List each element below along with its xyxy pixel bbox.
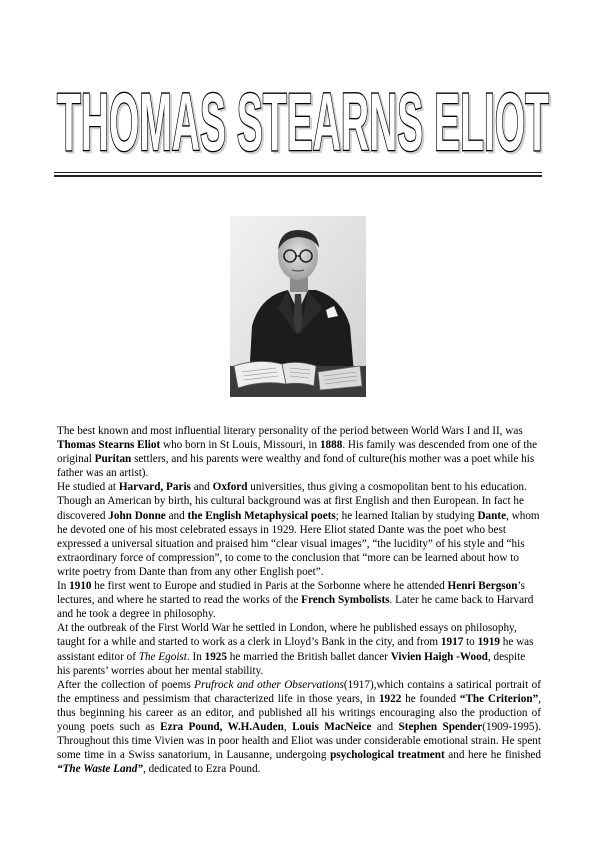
text-run: . Later he came back to Harvard and he took a degree in philosophy. [57, 594, 534, 621]
bold-text: Puritan [94, 453, 132, 466]
text-run: (1917),which contains a satirical portrait of the emptiness and pessimism that characterized life in those years, in [57, 678, 541, 705]
bold-text: Henri Bergson [447, 580, 518, 593]
paragraph [57, 579, 541, 621]
bold-text: psychological treatment [330, 749, 445, 762]
bold-text: 1919 [477, 636, 500, 649]
bold-text: Thomas Stearns Eliot [57, 439, 161, 452]
bold-text: 1922 [378, 692, 402, 705]
text-run: universities, thus giving a cosmopolitan bent to his education. Though an American by birth, his cultural background was at first English and then European. In fact he discovered [57, 481, 527, 522]
text-run: , [283, 720, 293, 733]
biography-text [57, 424, 541, 776]
text-run: he founded [401, 692, 460, 705]
bold-text: Vivien Haigh -Wood [390, 650, 488, 663]
bold-text: Ezra Pound, W.H.Auden [160, 720, 284, 733]
text-run: who born in St Louis, Missouri, in [160, 439, 320, 452]
bold-text: Dante [477, 509, 507, 522]
text-run: ’s lectures, and where he started to read the works of the [57, 580, 525, 607]
text-run: he first went to Europe and studied in Paris at the Sorbonne where he attended [91, 580, 448, 593]
bold-text: the English Metaphysical poets [187, 509, 336, 522]
text-run: , thus beginning his career as an editor, and published all his writings encouraging also the production of young poets such as [57, 692, 541, 733]
text-run: He studied at [57, 481, 119, 494]
text-run: and [190, 481, 213, 494]
bold-text: 1917 [440, 636, 464, 649]
bold-text: Louis MacNeice [292, 720, 372, 733]
document-title: THOMAS STEARNS ELIOT [57, 76, 550, 166]
title-wordart [54, 66, 552, 166]
text-run: (1909-1995). Throughout this time Vivien was in poor health and Eliot was under considerable emotional strain. He spent some time in a Swiss sanatorium, in Lausanne, undergoing [57, 720, 541, 762]
text-run: , whom he devoted one of his most celebrated essays in 1929. Here Eliot stated Dante was the poet who best expressed a universal situation and praised him “clear visual images”, “the lucidity” of his style and “his extraordinary force of compression”, to come to the conclusion that “more can be learned about how to write poetry from Dante than from any other English poet”. [57, 509, 540, 578]
text-run: . In [186, 650, 205, 663]
bold-text: 1925 [204, 650, 227, 663]
emphasis-text: “The Waste Land” [57, 763, 143, 776]
paragraph [57, 621, 541, 677]
text-run: he was assistant editor of [57, 636, 534, 663]
bold-text: Oxford [212, 481, 248, 494]
bold-text: French Symbolists [301, 594, 390, 607]
text-run: , despite his parents’ worries about her mental stability. [57, 650, 526, 677]
author-portrait [230, 216, 366, 397]
text-run: and here he finished [444, 749, 541, 762]
bold-text: “The Criterion” [459, 692, 539, 705]
italic-text: Prufrock and other Observations [194, 678, 344, 691]
text-run: , dedicated to Ezra Pound. [142, 763, 261, 776]
text-run: he married the British ballet dancer [226, 650, 391, 663]
title-rule-thick [54, 175, 542, 177]
text-run: to [463, 636, 478, 649]
text-run: After the collection of poems [57, 678, 195, 691]
italic-text: The Egoist [138, 650, 187, 663]
bold-text: 1888 [319, 439, 343, 452]
text-run: At the outbreak of the First World War he settled in London, where he published essays on philosophy, taught for a while and started to work as a clerk in Lloyd’s Bank in the city, and from [57, 622, 517, 649]
paragraph [57, 424, 541, 480]
bold-text: Harvard, Paris [118, 481, 191, 494]
title-rule-thin [54, 172, 542, 173]
portrait-image [230, 216, 366, 397]
text-run: settlers, and his parents were wealthy and fond of culture(his mother was a poet while his father was an artist). [57, 453, 535, 480]
text-run: . His family was descended from one of the original [57, 439, 538, 466]
bold-text: John Donne [108, 509, 166, 522]
paragraph [57, 678, 541, 777]
text-run: ; he learned Italian by studying [335, 509, 478, 522]
text-run: and [165, 509, 188, 522]
bold-text [57, 763, 143, 775]
bold-text: 1910 [69, 580, 92, 593]
bold-text: Stephen Spender [398, 720, 483, 733]
text-run: In [57, 580, 70, 593]
text-run: and [371, 720, 399, 733]
text-run: The best known and most influential literary personality of the period between World Wars I and II, was [57, 425, 523, 437]
title-svg [54, 66, 552, 166]
paragraph [57, 480, 541, 579]
